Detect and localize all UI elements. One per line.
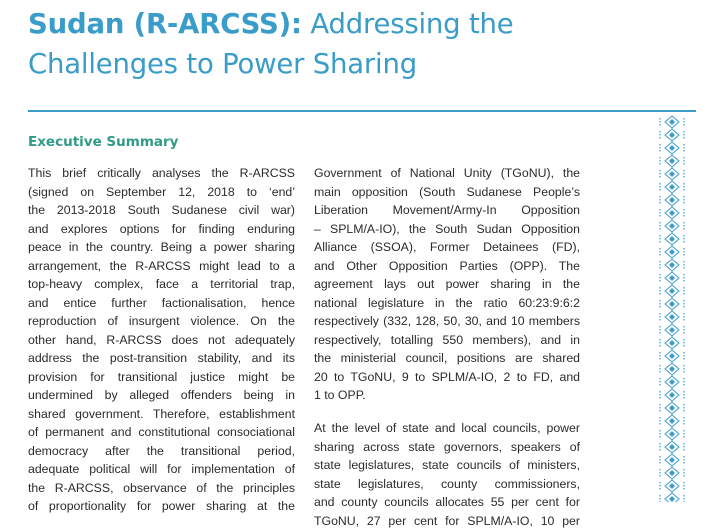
text-line: provision for transitional justice might be (28, 368, 295, 387)
border-diamond-center (669, 171, 675, 177)
border-diamond-center (669, 223, 675, 229)
document-title (28, 4, 628, 84)
body-column-right (314, 164, 580, 530)
text-line: the R-ARCSS, observance of the principles (28, 479, 295, 498)
text-line: This brief critically analyses the R-ARCSS (28, 164, 295, 183)
border-diamond-center (669, 379, 675, 385)
text-line: At the level of state and local councils, power (314, 419, 580, 438)
text-line: shared government. Therefore, establishment (28, 405, 295, 424)
text-line: arrangement, the R-ARCSS might lead to a (28, 257, 295, 276)
text-line: reproduction of insurgent violence. On the (28, 312, 295, 331)
border-diamond-center (669, 327, 675, 333)
border-diamond-center (669, 197, 675, 203)
title-divider (28, 110, 696, 112)
text-line: and entice further factionalisation, hence (28, 294, 295, 313)
border-diamond-center (669, 301, 675, 307)
text-line: the 2013-2018 South Sudanese civil war) (28, 201, 295, 220)
text-line: agreement lays out power sharing in the (314, 275, 580, 294)
text-line: address the post-transition stability, and its (28, 349, 295, 368)
text-line: respectively (332, 128, 50, 30, and 10 members (314, 312, 580, 331)
text-line: respectively, totalling 550 members), and in (314, 331, 580, 350)
text-line: 20 to TGoNU, 9 to SPLM/A-IO, 2 to FD, and (314, 368, 580, 387)
text-line: main opposition (South Sudanese People’s (314, 183, 580, 202)
text-line: of permanent and constitutional consociational (28, 423, 295, 442)
border-diamond-center (669, 119, 675, 125)
text-line: state legislatures, state councils of ministers, (314, 456, 580, 475)
text-line: peace in the country. Being a power sharing (28, 238, 295, 257)
paragraph-power-sharing (314, 164, 580, 405)
text-line: national legislature in the ratio 60:23:9:6:2 (314, 294, 580, 313)
border-diamond-center (669, 340, 675, 346)
border-diamond-center (669, 496, 675, 502)
text-line: adequate political will for implementation of (28, 460, 295, 479)
text-line: other hand, R-ARCSS does not adequately (28, 331, 295, 350)
border-diamond-center (669, 418, 675, 424)
text-line: of proportionality for power sharing at the (28, 497, 295, 516)
border-diamond-center (669, 184, 675, 190)
border-diamond-center (669, 353, 675, 359)
text-line: 1 to OPP. (314, 386, 580, 405)
text-line: top-heavy complex, face a territorial trap, (28, 275, 295, 294)
border-diamond-center (669, 288, 675, 294)
text-line: undermined by alleged offenders being in (28, 386, 295, 405)
border-diamond-center (669, 314, 675, 320)
border-diamond-center (669, 158, 675, 164)
text-line: and county councils allocates 55 per cent for (314, 493, 580, 512)
text-line: state legislatures, county commissioners, (314, 475, 580, 494)
body-column-left (28, 164, 295, 516)
border-diamond-center (669, 483, 675, 489)
title-line-2: Challenges to Power Sharing (28, 44, 628, 84)
text-line: democracy after the transitional period, (28, 442, 295, 461)
text-line: Liberation Movement/Army-In Opposition (314, 201, 580, 220)
text-line: and Other Opposition Parties (OPP). The (314, 257, 580, 276)
border-diamond-center (669, 262, 675, 268)
executive-summary-heading: Executive Summary (28, 134, 178, 150)
text-line: TGoNU, 27 per cent for SPLM/A-IO, 10 per (314, 512, 580, 530)
border-diamond-center (669, 431, 675, 437)
paragraph-state-councils (314, 419, 580, 530)
title-bold-part: Sudan (R-ARCSS): (28, 8, 302, 40)
text-line: Government of National Unity (TGoNU), the (314, 164, 580, 183)
text-line: – SPLM/A-IO), the South Sudan Opposition (314, 220, 580, 239)
border-diamond-center (669, 132, 675, 138)
decorative-border-pattern (657, 112, 687, 502)
border-diamond-center (669, 392, 675, 398)
border-diamond-center (669, 236, 675, 242)
text-line: (signed on September 12, 2018 to ‘end’ (28, 183, 295, 202)
border-diamond-center (669, 145, 675, 151)
text-line: sharing across state governors, speakers of (314, 438, 580, 457)
border-diamond-center (669, 405, 675, 411)
text-line: and explores options for finding enduring (28, 220, 295, 239)
border-diamond-center (669, 275, 675, 281)
text-line: Alliance (SSOA), Former Detainees (FD), (314, 238, 580, 257)
text-line: the ministerial council, positions are shared (314, 349, 580, 368)
border-diamond-center (669, 470, 675, 476)
border-diamond-center (669, 366, 675, 372)
title-regular-part: Addressing the (302, 8, 514, 40)
border-diamond-center (669, 210, 675, 216)
title-line-1 (28, 4, 628, 44)
border-diamond-center (669, 249, 675, 255)
border-diamond-center (669, 457, 675, 463)
border-diamond-center (669, 444, 675, 450)
